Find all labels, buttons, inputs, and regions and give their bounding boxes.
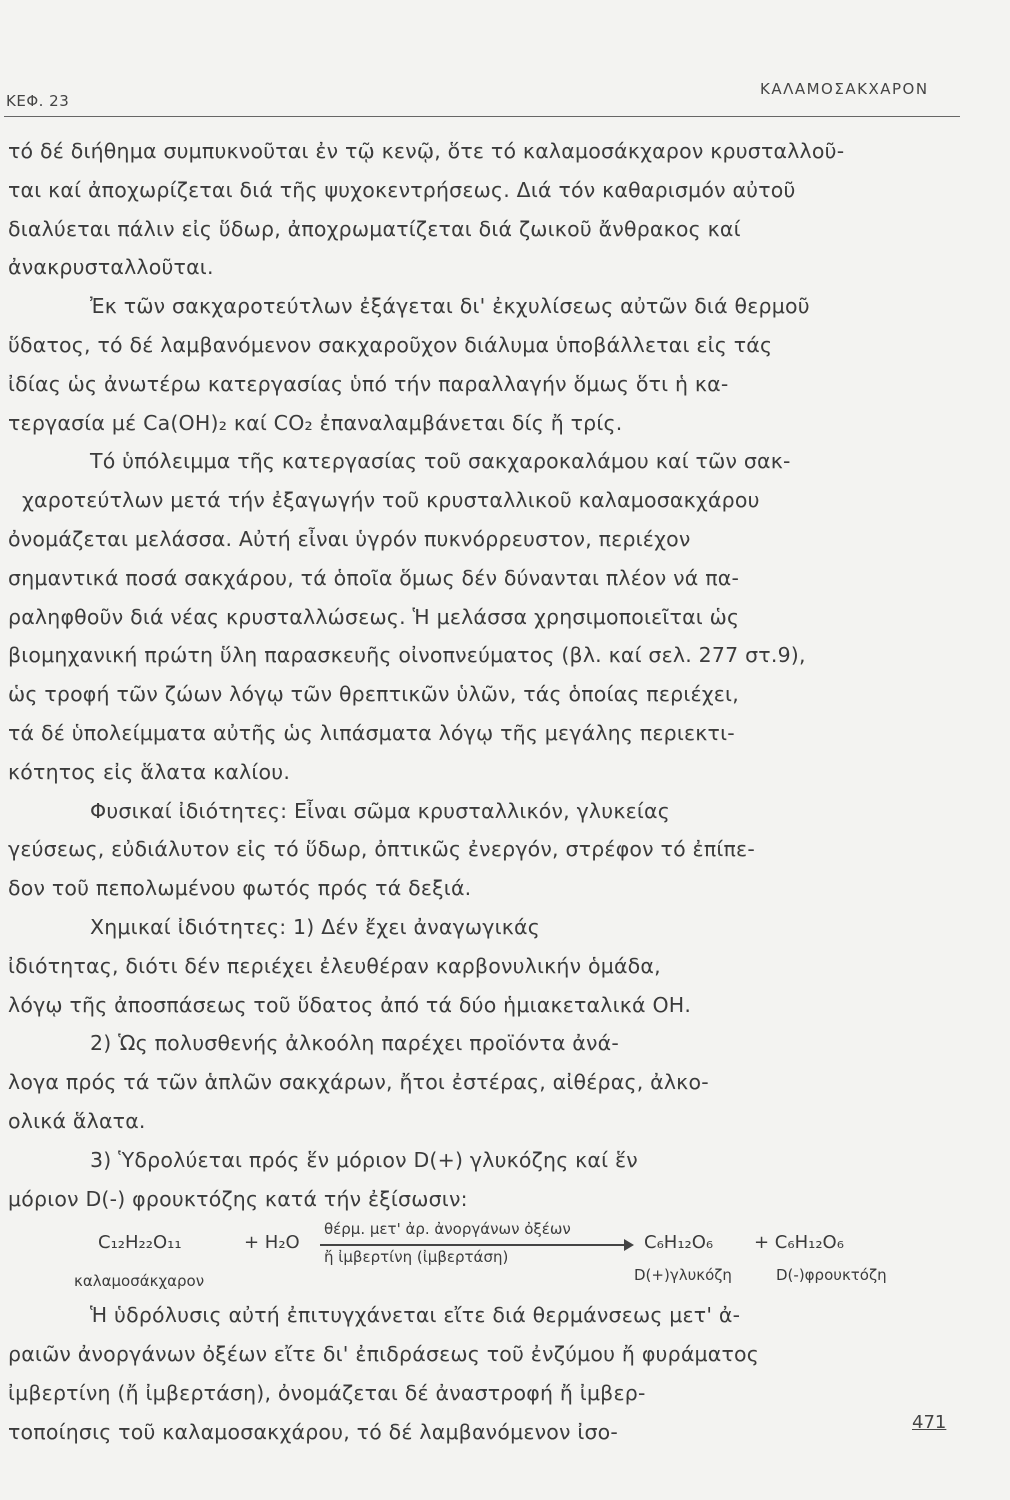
text-line: χαροτεύτλων μετά τήν ἐξαγωγήν τοῦ κρυσταλλικοῦ καλαμοσακχάρου [22,488,760,513]
text-line: γεύσεως, εὐδιάλυτον εἰς τό ὕδωρ, ὀπτικῶς ἐνεργόν, στρέφον τό ἐπίπε- [8,837,755,862]
text-line: τεργασία μέ Ca(OH)₂ καί CO₂ ἐπαναλαμβάνεται δίς ἤ τρίς. [8,410,623,435]
text-line-heading: Φυσικαί ἰδιότητες: Εἶναι σῶμα κρυσταλλικόν, γλυκείας [90,798,670,823]
equation-water: + H₂O [244,1232,300,1254]
equation-condition-top: θέρμ. μετ' ἀρ. ἀνοργάνων ὀξέων [324,1220,571,1239]
text-line: τό δέ διήθημα συμπυκνοῦται ἐν τῷ κενῷ, ὅτε τό καλαμοσάκχαρον κρυσταλλοῦ- [8,139,845,163]
body-text [8,132,968,1452]
text-line: ἰδίας ὡς ἀνωτέρω κατεργασίας ὑπό τήν παραλλαγήν ὅμως ὅτι ἡ κα- [8,371,729,396]
text-line: 3) Ὑδρολύεται πρός ἕν μόριον D(+) γλυκόζης καί ἕν [90,1147,638,1172]
equation-reactant: C₁₂H₂₂O₁₁ [98,1232,182,1254]
text-line: τά δέ ὑπολείμματα αὐτῆς ὡς λιπάσματα λόγῳ τῆς μεγάλης περιεκτι- [8,720,735,745]
text-line: ολικά ἅλατα. [8,1108,146,1133]
text-line: ἀνακρυσταλλοῦται. [8,255,214,280]
text-line: ραιῶν ἀνοργάνων ὀξέων εἴτε δι' ἐπιδράσεως τοῦ ἐνζύμου ἤ φυράματος [8,1342,759,1367]
text-line: ἰμβερτίνη (ἤ ἰμβερτάση), ὀνομάζεται δέ ἀναστροφή ἤ ἰμβερ- [8,1380,646,1405]
equation-product-glucose: C₆H₁₂O₆ [644,1232,714,1254]
text-line: βιομηχανική πρώτη ὕλη παρασκευῆς οἰνοπνεύματος (βλ. καί σελ. 277 στ.9), [8,643,806,668]
text-line: ὕδατος, τό δέ λαμβανόμενον σακχαροῦχον διάλυμα ὑποβάλλεται εἰς τάς [8,332,773,357]
text-line: σημαντικά ποσά σακχάρου, τά ὁποῖα ὅμως δέν δύνανται πλέον νά πα- [8,565,740,590]
equation-condition-bottom: ἤ ἰμβερτίνη (ἰμβερτάση) [324,1248,509,1267]
text-line: λογα πρός τά τῶν ἁπλῶν σακχάρων, ἤτοι ἐστέρας, αἰθέρας, ἀλκο- [8,1070,709,1095]
text-line: ραληφθοῦν διά νέας κρυσταλλώσεως. Ἡ μελάσσα χρησιμοποιεῖται ὡς [8,604,740,629]
label-sucrose: καλαμοσάκχαρον [74,1272,205,1291]
text-line-heading: Χημικαί ἰδιότητες: 1) Δέν ἔχει ἀναγωγικάς [90,914,540,939]
text-line: μόριον D(-) φρουκτόζης κατά τήν ἐξίσωσιν: [8,1186,468,1211]
text-line: λόγῳ τῆς ἀποσπάσεως τοῦ ὕδατος ἀπό τά δύο ἡμιακεταλικά ΟΗ. [8,992,692,1017]
label-fructose: D(-)φρουκτόζη [776,1266,887,1285]
text-line: δον τοῦ πεπολωμένου φωτός πρός τά δεξιά. [8,876,472,901]
text-line: τοποίησις τοῦ καλαμοσακχάρου, τό δέ λαμβανόμενον ἰσο- [8,1419,619,1444]
text-line: διαλύεται πάλιν εἰς ὕδωρ, ἀποχρωματίζεται διά ζωικοῦ ἄνθρακος καί [8,216,741,241]
text-line: Ἐκ τῶν σακχαροτεύτλων ἐξάγεται δι' ἐκχυλίσεως αὐτῶν διά θερμοῦ [90,294,810,319]
text-line: κότητος εἰς ἅλατα καλίου. [8,759,291,784]
equation-product-fructose: + C₆H₁₂O₆ [754,1232,844,1254]
page-number: 471 [912,1412,947,1433]
text-line: ὡς τροφή τῶν ζώων λόγῳ τῶν θρεπτικῶν ὑλῶν, τάς ὁποίας περιέχει, [8,682,739,707]
label-glucose: D(+)γλυκόζη [634,1266,732,1285]
text-line: 2) Ὡς πολυσθενής ἀλκοόλη παρέχει προϊόντα ἀνά- [90,1031,619,1056]
text-line: Τό ὑπόλειμμα τῆς κατεργασίας τοῦ σακχαροκαλάμου καί τῶν σακ- [90,449,791,474]
text-line: ἰδιότητας, διότι δέν περιέχει ἐλευθέραν καρβονυλικήν ὁμάδα, [8,953,661,978]
running-title: ΚΑΛΑΜΟΣΑΚΧΑΡΟΝ [760,80,929,98]
hydrolysis-equation [8,1218,968,1296]
text-line: Ἡ ὑδρόλυσις αὐτή ἐπιτυγχάνεται εἴτε διά θερμάνσεως μετ' ἀ- [90,1303,741,1328]
header-rule [4,116,960,117]
text-line: ὀνομάζεται μελάσσα. Αὐτή εἶναι ὑγρόν πυκνόρρευστον, περιέχον [8,526,691,551]
reaction-arrow-icon [320,1244,632,1246]
chapter-label: ΚΕΦ. 23 [6,92,70,110]
text-line: ται καί ἀποχωρίζεται διά τῆς ψυχοκεντρήσεως. Διά τόν καθαρισμόν αὐτοῦ [8,177,796,202]
